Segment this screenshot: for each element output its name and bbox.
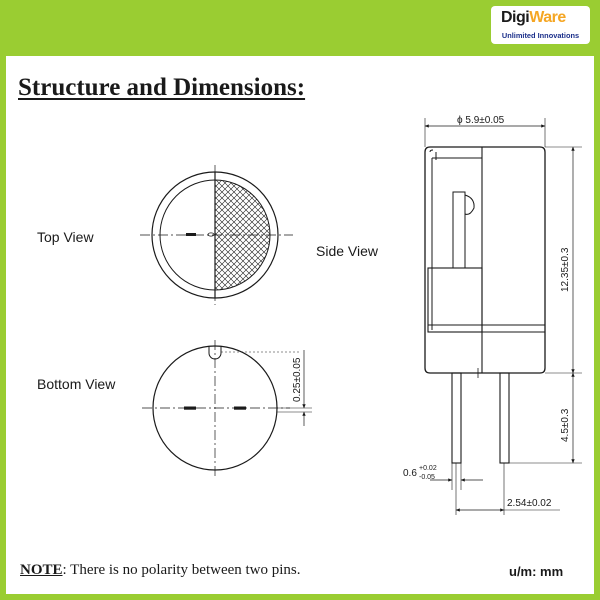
slot-offset-dimension: 0.25±0.05 [292,357,303,402]
body-height-dimension: 12.35±0.3 [560,247,571,292]
top-view-lead-tip [208,233,214,236]
side-view-body-outline [425,147,545,373]
side-view-lead-right [500,373,509,463]
top-view-lead-mark [186,233,196,236]
side-view-lead-left [452,373,461,463]
side-view-internal-lead [453,192,465,268]
side-view-drawing [425,118,582,515]
note-text: : There is no polarity between two pins. [62,562,301,578]
lead-diameter-tol-lower: -0.05 [419,474,435,481]
note-label: NOTE [20,562,63,578]
lead-diameter-tol-upper: +0.02 [419,465,437,472]
top-view-drawing [140,165,293,305]
logo-brand-suffix: Ware [529,9,566,26]
bottom-view-drawing [142,340,312,476]
logo-brand-prefix: Digi [501,9,530,26]
side-view-seal-block [428,268,482,332]
lead-pitch-dimension: 2.54±0.02 [507,498,552,509]
units-label: u/m: mm [509,564,564,579]
top-view-label: Top View [37,229,94,245]
lead-diameter-dimension: 0.6 [403,468,417,479]
bottom-view-lead-left [184,407,196,410]
polarity-note [20,562,301,579]
side-view-label: Side View [316,243,379,259]
bottom-view-lead-right [234,407,246,410]
diameter-dimension: ϕ 5.9±0.05 [457,115,505,126]
page-title: Structure and Dimensions: [18,74,306,101]
lead-length-dimension: 4.5±0.3 [560,408,571,442]
bottom-view-label: Bottom View [37,376,116,392]
logo-tagline: Unlimited Innovations [501,31,580,40]
